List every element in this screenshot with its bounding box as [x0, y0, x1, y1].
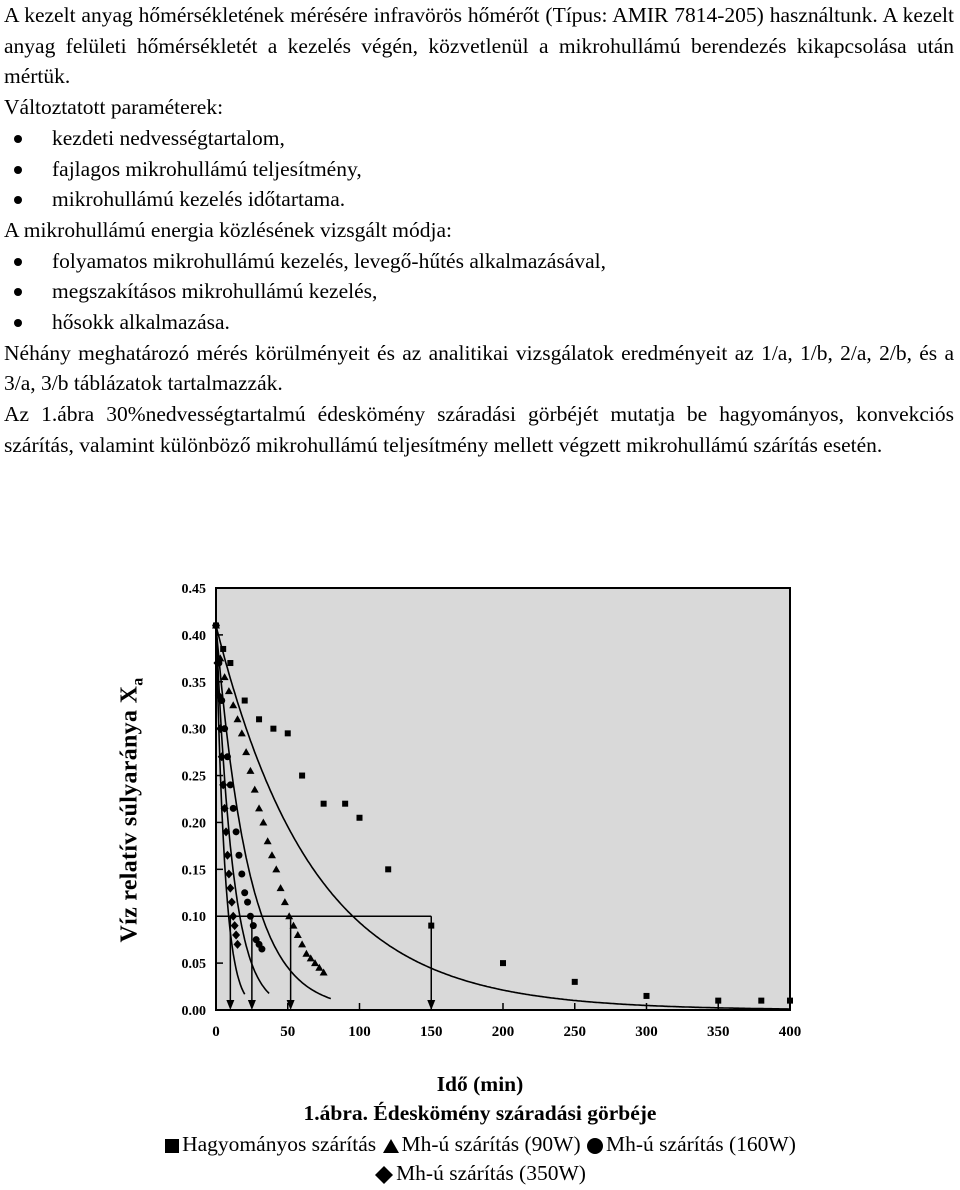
legend-label: Hagyományos szárítás [182, 1132, 377, 1156]
data-point-square [256, 716, 262, 722]
paragraph-3: A mikrohullámú energia közlésének vizsgált módja: [4, 217, 453, 242]
x-tick-label: 250 [563, 1024, 586, 1040]
y-tick-label: 0.30 [181, 722, 206, 738]
data-point-square [787, 998, 793, 1004]
paragraph-1: A kezelt anyag hőmérsékletének mérésére infravörös hőmérőt (Típus: AMIR 7814-205) használtunk. A kezelt anyag felületi hőmérsékletét a kezelés végén, közvetlenül a mikrohullámú berendezés kikapcsolása után mértük. [4, 3, 954, 89]
legend-row-1 [0, 1132, 960, 1157]
y-tick-label: 0.05 [181, 957, 206, 973]
legend-item [382, 1132, 581, 1157]
data-point-square [270, 726, 276, 732]
bullet-icon [14, 258, 22, 266]
data-point-square [758, 998, 764, 1004]
legend-item [164, 1132, 376, 1157]
list-item [4, 154, 954, 185]
bullet-icon [14, 135, 22, 143]
list-item-text: mikrohullámú kezelés időtartama. [52, 187, 346, 212]
data-point-square [227, 660, 233, 666]
x-tick-label: 50 [280, 1024, 296, 1040]
list-item [4, 246, 954, 277]
legend-label: Mh-ú szárítás (350W) [396, 1161, 586, 1185]
list-item [4, 276, 954, 307]
list-item-text: megszakításos mikrohullámú kezelés, [52, 279, 378, 304]
data-point-square [500, 960, 506, 966]
bullet-icon [14, 166, 22, 174]
y-tick-label: 0.20 [181, 816, 206, 832]
data-point-square [428, 923, 434, 929]
x-tick-label: 400 [778, 1024, 802, 1040]
x-tick-label: 200 [491, 1024, 515, 1040]
legend-label: Mh-ú szárítás (160W) [606, 1132, 796, 1156]
paragraph-2: Változtatott paraméterek: [4, 95, 224, 120]
method-list [4, 246, 954, 338]
x-tick-label: 0 [212, 1024, 220, 1040]
x-axis-label: Idő (min) [436, 1072, 524, 1096]
y-tick-label: 0.40 [181, 628, 206, 644]
list-item [4, 123, 954, 154]
data-point-square [357, 815, 363, 821]
square-marker-icon [164, 1138, 180, 1154]
data-point-square [220, 646, 226, 652]
data-point-circle [238, 871, 245, 878]
x-tick-label: 100 [348, 1024, 371, 1040]
parameter-list [4, 123, 954, 215]
data-point-circle [233, 828, 240, 835]
data-point-circle [241, 889, 248, 896]
data-point-circle [258, 946, 265, 953]
x-tick-label: 150 [420, 1024, 443, 1040]
list-item-text: fajlagos mikrohullámú teljesítmény, [52, 156, 362, 181]
data-point-circle [244, 899, 251, 906]
data-point-circle [235, 852, 242, 859]
legend-label: Mh-ú szárítás (90W) [401, 1132, 581, 1156]
data-point-square [321, 801, 327, 807]
y-axis-label-text: Víz relatív súlyaránya X [116, 685, 143, 943]
legend-item [374, 1161, 586, 1186]
paragraph-4: Néhány meghatározó mérés körülményeit és az analitikai vizsgálatok eredményeit az 1/a, 1/b, 2/a, 2/b, és a 3/a, 3/b táblázatok tartalmazzák. [4, 340, 954, 396]
list-item [4, 307, 954, 338]
data-point-square [385, 866, 391, 872]
list-item-text: kezdeti nedvességtartalom, [52, 125, 285, 150]
legend-row-2 [0, 1161, 960, 1186]
data-point-square [644, 993, 650, 999]
y-tick-label: 0.00 [181, 1004, 206, 1019]
list-item-text: hősokk alkalmazása. [52, 310, 230, 335]
bullet-icon [14, 319, 22, 327]
x-tick-label: 350 [707, 1024, 730, 1040]
paragraph-5: Az 1.ábra 30%nedvességtartalmú édeskömény száradási görbéjét mutatja be hagyományos, konvekciós szárítás, valamint különböző mikrohullámú teljesítmény mellett végzett mikrohullámú szárítás esetén. [4, 402, 954, 457]
y-tick-label: 0.15 [181, 863, 206, 879]
data-point-square [572, 979, 578, 985]
body-text [4, 0, 954, 461]
list-item [4, 184, 954, 215]
bullet-icon [14, 196, 22, 204]
bullet-icon [14, 288, 22, 296]
list-item-text: folyamatos mikrohullámú kezelés, levegő-hűtés alkalmazásával, [52, 248, 607, 273]
y-tick-label: 0.10 [181, 910, 206, 926]
triangle-marker-icon [382, 1138, 400, 1154]
data-point-square [285, 730, 291, 736]
x-tick-label: 300 [635, 1024, 658, 1040]
circle-marker-icon [586, 1137, 604, 1155]
data-point-circle [227, 781, 234, 788]
data-point-circle [230, 805, 237, 812]
diamond-marker-icon [374, 1165, 394, 1185]
data-point-square [242, 698, 248, 704]
data-point-circle [250, 922, 257, 929]
y-tick-label: 0.25 [181, 769, 206, 785]
data-point-circle [247, 913, 254, 920]
y-axis-label-subscript: a [129, 677, 147, 686]
data-point-square [715, 998, 721, 1004]
data-point-square [342, 801, 348, 807]
legend-item [586, 1132, 796, 1157]
y-tick-label: 0.45 [181, 582, 206, 597]
figure-caption: 1.ábra. Édeskömény száradási görbéje [303, 1101, 657, 1125]
y-axis-label [117, 677, 148, 942]
y-tick-label: 0.35 [181, 675, 206, 691]
data-point-square [299, 773, 305, 779]
